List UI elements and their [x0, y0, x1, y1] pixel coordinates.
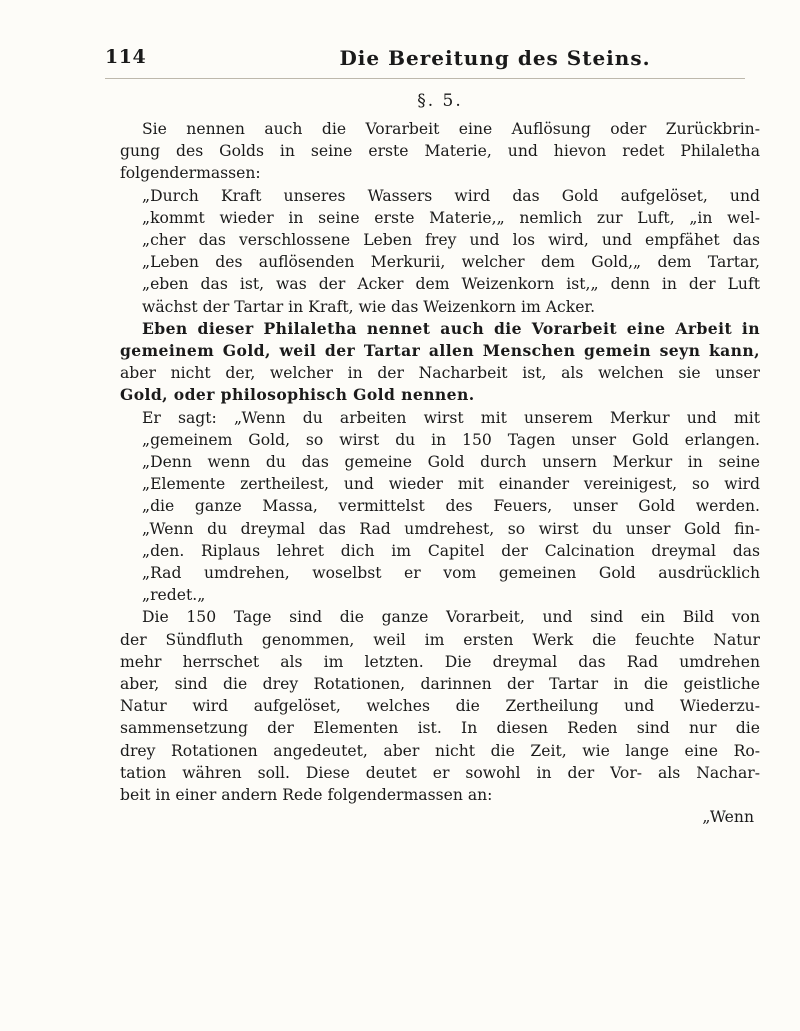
- text-line: tation währen soll. Diese deutet er sowohl in der Vor- als Nachar-: [120, 763, 760, 782]
- text-line: Er sagt: „Wenn du arbeiten wirst mit unserem Merkur und mit: [142, 408, 760, 427]
- page-header: [105, 44, 745, 79]
- body-text: [120, 90, 760, 829]
- text-line: „Wenn du dreymal das Rad umdrehest, so wirst du unser Gold fin-: [142, 519, 760, 538]
- text-line: mehr herrschet als im letzten. Die dreymal das Rad umdrehen: [120, 652, 760, 671]
- text-line: „eben das ist, was der Acker dem Weizenkorn ist,„ denn in der Luft: [142, 275, 760, 294]
- running-head: Die Bereitung des Steins.: [339, 46, 651, 70]
- text-line: Natur wird aufgelöset, welches die Zertheilung und Wiederzu-: [120, 697, 760, 716]
- catchword: „Wenn: [702, 808, 754, 827]
- text-line: „Leben des auflösenden Merkurii, welcher dem Gold,„ dem Tartar,: [142, 253, 760, 272]
- text-line: „kommt wieder in seine erste Materie,„ nemlich zur Luft, „in wel-: [142, 208, 760, 227]
- text-line: gemeinem Gold, weil der Tartar allen Menschen gemein seyn kann,: [120, 341, 760, 361]
- text-line: „Denn wenn du das gemeine Gold durch unsern Merkur in seine: [142, 453, 760, 472]
- text-line: „Elemente zertheilest, und wieder mit einander vereinigest, so wird: [142, 475, 760, 494]
- page-number: 114: [105, 46, 147, 68]
- text-line: „Durch Kraft unseres Wassers wird das Gold aufgelöset, und: [142, 186, 760, 205]
- text-line: „Rad umdrehen, woselbst er vom gemeinen Gold ausdrücklich: [142, 564, 760, 583]
- text-line: „cher das verschlossene Leben frey und los wird, und empfähet das: [142, 231, 760, 250]
- text-line: der Sündfluth genommen, weil im ersten Werk die feuchte Natur: [120, 630, 760, 649]
- text-line: aber, sind die drey Rotationen, darinnen der Tartar in die geistliche: [120, 675, 760, 694]
- text-line: beit in einer andern Rede folgendermassen an:: [120, 786, 493, 805]
- text-line: drey Rotationen angedeutet, aber nicht die Zeit, wie lange eine Ro-: [120, 741, 760, 760]
- text-line: gung des Golds in seine erste Materie, und hievon redet Philaletha: [120, 142, 760, 161]
- text-line: folgendermassen:: [120, 164, 261, 183]
- text-line: Die 150 Tage sind die ganze Vorarbeit, und sind ein Bild von: [142, 608, 760, 627]
- text-line: aber nicht der, welcher in der Nacharbeit ist, als welchen sie unser: [120, 364, 760, 383]
- text-line: „die ganze Massa, vermittelst des Feuers, unser Gold werden.: [142, 497, 760, 516]
- text-line: Eben dieser Philaletha nennet auch die Vorarbeit eine Arbeit in: [142, 318, 760, 338]
- text-line: Gold, oder philosophisch Gold nennen.: [120, 385, 475, 405]
- text-line: „gemeinem Gold, so wirst du in 150 Tagen unser Gold erlangen.: [142, 430, 760, 449]
- section-mark: §. 5.: [417, 91, 463, 111]
- text-line: „redet.„: [142, 586, 206, 605]
- text-line: „den. Riplaus lehret dich im Capitel der Calcination dreymal das: [142, 541, 760, 560]
- text-line: sammensetzung der Elementen ist. In diesen Reden sind nur die: [120, 719, 760, 738]
- text-line: wächst der Tartar in Kraft, wie das Weizenkorn im Acker.: [142, 297, 596, 316]
- text-line: Sie nennen auch die Vorarbeit eine Auflösung oder Zurückbrin-: [142, 120, 760, 138]
